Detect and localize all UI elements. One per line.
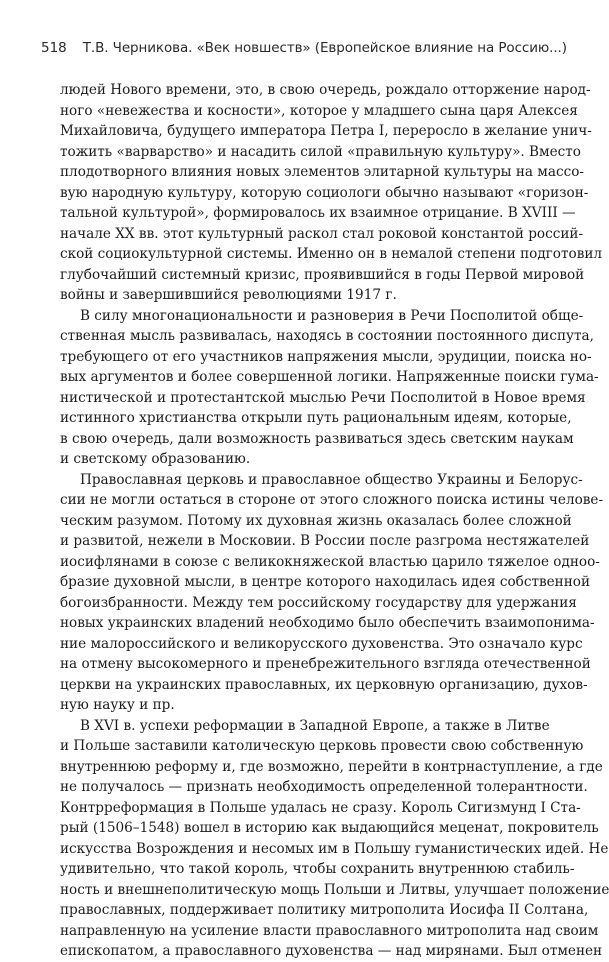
text-line: нистической и протестантской мыслью Речи Посполитой в Новое время xyxy=(60,389,586,406)
text-line: и развитой, нежели в Московии. В России после разгрома нестяжателей xyxy=(60,533,590,549)
running-title: Т.В. Черникова. «Век новшеств» (Европейское влияние на Россию...) xyxy=(82,40,567,56)
text-line: удивительно, что такой король, чтобы сохранить внутреннюю стабиль- xyxy=(60,861,575,877)
text-line: В силу многонациональности и разноверия в Речи Посполитой обще- xyxy=(80,307,584,324)
text-line: церкви на украинских православных, их церковную организацию, духов- xyxy=(60,676,588,693)
text-line: тожить «варварство» и насадить силой «правильную культуру». Вместо xyxy=(60,143,581,160)
text-line: иосифлянами в союзе с великокняжеской властью царило тяжелое одноо- xyxy=(60,553,600,570)
text-line: Михайловича, будущего императора Петра I, переросло в желание унич- xyxy=(60,123,592,139)
page-number: 518 xyxy=(41,40,67,56)
text-line: новых украинских владений необходимо было обеспечить взаимопонима- xyxy=(60,615,595,631)
running-head xyxy=(41,36,567,60)
text-line: в свою очередь, дали возможность развиваться здесь светским наукам xyxy=(60,430,574,447)
text-line: ность и внешнеполитическую мощь Польши и Литвы, улучшает положение xyxy=(60,881,609,898)
text-line: рый (1506–1548) вошел в историю как выдающийся меценат, покровитель xyxy=(60,820,599,836)
text-line: глубочайший системный кризис, проявившийся в годы Первой мировой xyxy=(60,266,585,283)
text-line: епископатом, а православного духовенства — над мирянами. Был отменен xyxy=(60,943,603,959)
text-line: ного «невежества и косности», которое у младшего сына царя Алексея xyxy=(60,102,578,119)
text-line: требующего от его участников напряжения мысли, эрудиции, поиска но- xyxy=(60,348,592,365)
text-line: Православная церковь и православное общество Украины и Белорус- xyxy=(80,471,583,488)
text-line: вых аргументов и более совершенной логики. Напряженные поиски гума- xyxy=(60,369,599,385)
text-line: тальной культурой», формировалось их взаимное отрицание. В XVIII — xyxy=(60,205,576,221)
text-line: людей Нового времени, это, в свою очередь, рождало отторжение народ- xyxy=(60,82,591,98)
text-line: и светскому образованию. xyxy=(60,451,251,467)
text-line: внутреннюю реформу и, где возможно, перейти в контрнаступление, а где xyxy=(60,758,603,775)
text-line: направленную на усиление власти православного митрополита над своим xyxy=(60,922,599,939)
text-line: ную науку и пр. xyxy=(60,697,175,713)
paragraph-3 xyxy=(60,470,604,716)
text-line: православных, поддерживает политику митрополита Иосифа II Солтана, xyxy=(60,902,589,918)
text-line: вую народную культуру, которую социологи обычно называют «горизон- xyxy=(60,184,589,201)
text-line: ственная мысль развивалась, находясь в состоянии постоянного диспута, xyxy=(60,328,594,344)
paragraph-1 xyxy=(60,80,603,306)
text-line: ской социокультурной системы. Именно он в немалой степени подготовил xyxy=(60,246,603,262)
text-line: и Польше заставили католическую церковь провести свою собственную xyxy=(60,738,584,754)
text-line: искусства Возрождения и несомых им в Польшу гуманистических идей. Не xyxy=(60,840,609,857)
text-line: начале XX вв. этот культурный раскол стал роковой константой россий- xyxy=(60,225,584,242)
text-line: плодотворного влияния новых элементов элитарной культуры на массо- xyxy=(60,164,584,180)
text-line: В XVI в. успехи реформации в Западной Европе, а также в Литве xyxy=(80,717,550,734)
text-line: ние малороссийского и великорусского духовенства. Это означало курс xyxy=(60,635,583,652)
text-line: истинного христианства открыли путь рациональным идеям, которые, xyxy=(60,410,572,426)
paragraph-4 xyxy=(60,716,609,962)
text-line: Контрреформация в Польше удалась не сразу. Король Сигизмунд I Ста- xyxy=(60,799,581,816)
text-line: войны и завершившийся революциями 1917 г. xyxy=(60,287,397,303)
text-line: богоизбранности. Между тем российскому государству для удержания xyxy=(60,594,577,611)
body-text xyxy=(60,80,609,962)
text-line: сии не могли остаться в стороне от этого сложного поиска истины челове- xyxy=(60,492,604,508)
paragraph-2 xyxy=(60,306,599,470)
text-line: не получалось — признать необходимость определенной толерантности. xyxy=(60,779,588,795)
text-line: бразие духовной мысли, в центре которого находилась идея собственной xyxy=(60,574,591,590)
text-line: ческим разумом. Потому их духовная жизнь оказалась более сложной xyxy=(60,512,572,529)
text-line: на отмену высокомерного и пренебрежительного взгляда отечественной xyxy=(60,656,591,672)
